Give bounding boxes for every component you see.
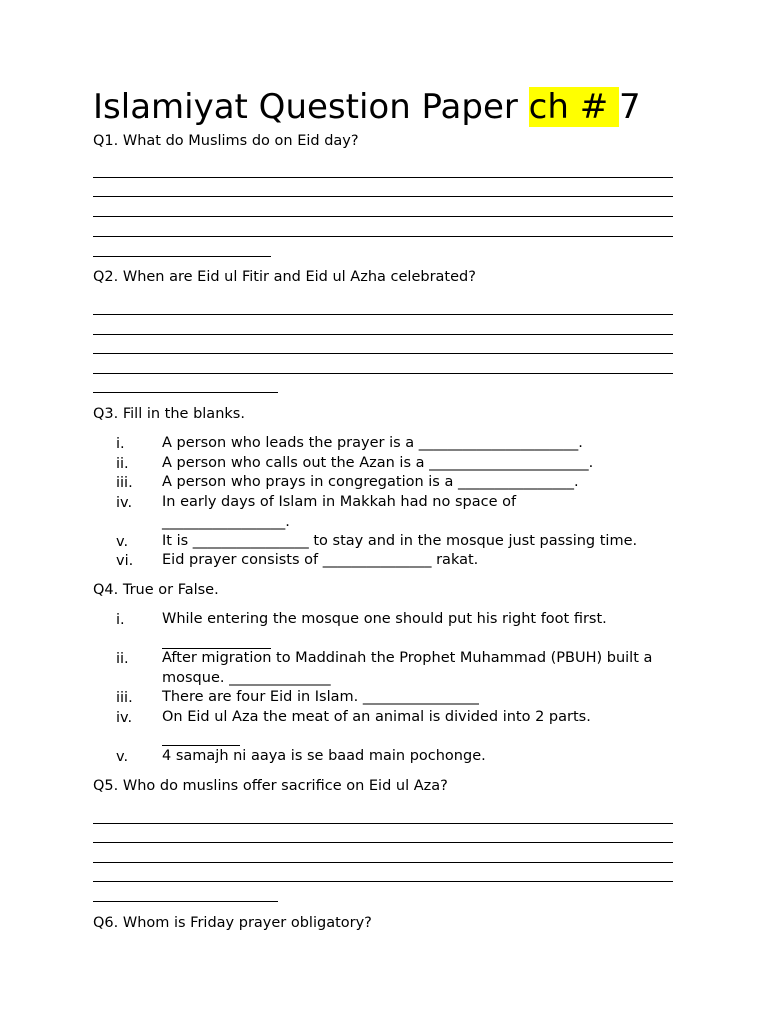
list-item: After migration to Maddinah the Prophet Muhammad (PBUH) built a mosque. ______________ [162, 650, 653, 686]
question-4: Q4. True or False. [93, 582, 219, 598]
list-number: ii. [116, 456, 129, 472]
title-highlight: ch # [528, 87, 620, 127]
list-number: ii. [116, 651, 129, 667]
answer-line[interactable] [93, 353, 673, 354]
list-item: 4 samajh ni aaya is se baad main pochonge. [162, 748, 486, 764]
list-number: v. [116, 534, 129, 550]
list-item: It is ________________ to stay and in the mosque just passing time. [162, 533, 638, 549]
answer-line[interactable] [93, 314, 673, 315]
answer-line[interactable] [93, 862, 673, 863]
list-number: iii. [116, 475, 133, 491]
answer-line[interactable] [93, 334, 673, 335]
list-item: There are four Eid in Islam. ________________ [162, 689, 479, 705]
list-item: On Eid ul Aza the meat of an animal is divided into 2 parts. [162, 709, 591, 725]
answer-line[interactable] [93, 392, 278, 393]
list-number: iv. [116, 495, 133, 511]
question-6: Q6. Whom is Friday prayer obligatory? [93, 915, 372, 931]
title-main: Islamiyat Question Paper [93, 87, 529, 127]
list-number: v. [116, 749, 129, 765]
answer-line[interactable] [93, 901, 278, 902]
list-number: i. [116, 436, 125, 452]
answer-line[interactable] [93, 881, 673, 882]
page-title [93, 85, 641, 129]
answer-line[interactable] [93, 823, 673, 824]
list-item: In early days of Islam in Makkah had no space of _________________. [162, 494, 517, 530]
answer-line[interactable] [93, 373, 673, 374]
list-item: A person who prays in congregation is a ________________. [162, 474, 579, 490]
question-1: Q1. What do Muslims do on Eid day? [93, 133, 359, 149]
answer-line[interactable] [93, 256, 271, 257]
question-5: Q5. Who do muslins offer sacrifice on Eid ul Aza? [93, 778, 448, 794]
answer-line[interactable] [93, 842, 673, 843]
list-number: iv. [116, 710, 133, 726]
answer-line[interactable] [162, 745, 240, 746]
list-number: vi. [116, 553, 134, 569]
answer-line[interactable] [93, 216, 673, 217]
question-3: Q3. Fill in the blanks. [93, 406, 245, 422]
question-2: Q2. When are Eid ul Fitir and Eid ul Azha celebrated? [93, 269, 476, 285]
answer-line[interactable] [93, 196, 673, 197]
title-end: 7 [619, 87, 641, 127]
list-number: iii. [116, 690, 133, 706]
answer-line[interactable] [93, 236, 673, 237]
list-item: Eid prayer consists of _______________ rakat. [162, 552, 479, 568]
list-item: While entering the mosque one should put his right foot first. [162, 611, 607, 627]
list-number: i. [116, 612, 125, 628]
list-item: A person who leads the prayer is a ______________________. [162, 435, 583, 451]
list-item: A person who calls out the Azan is a ______________________. [162, 455, 594, 471]
answer-line[interactable] [93, 177, 673, 178]
